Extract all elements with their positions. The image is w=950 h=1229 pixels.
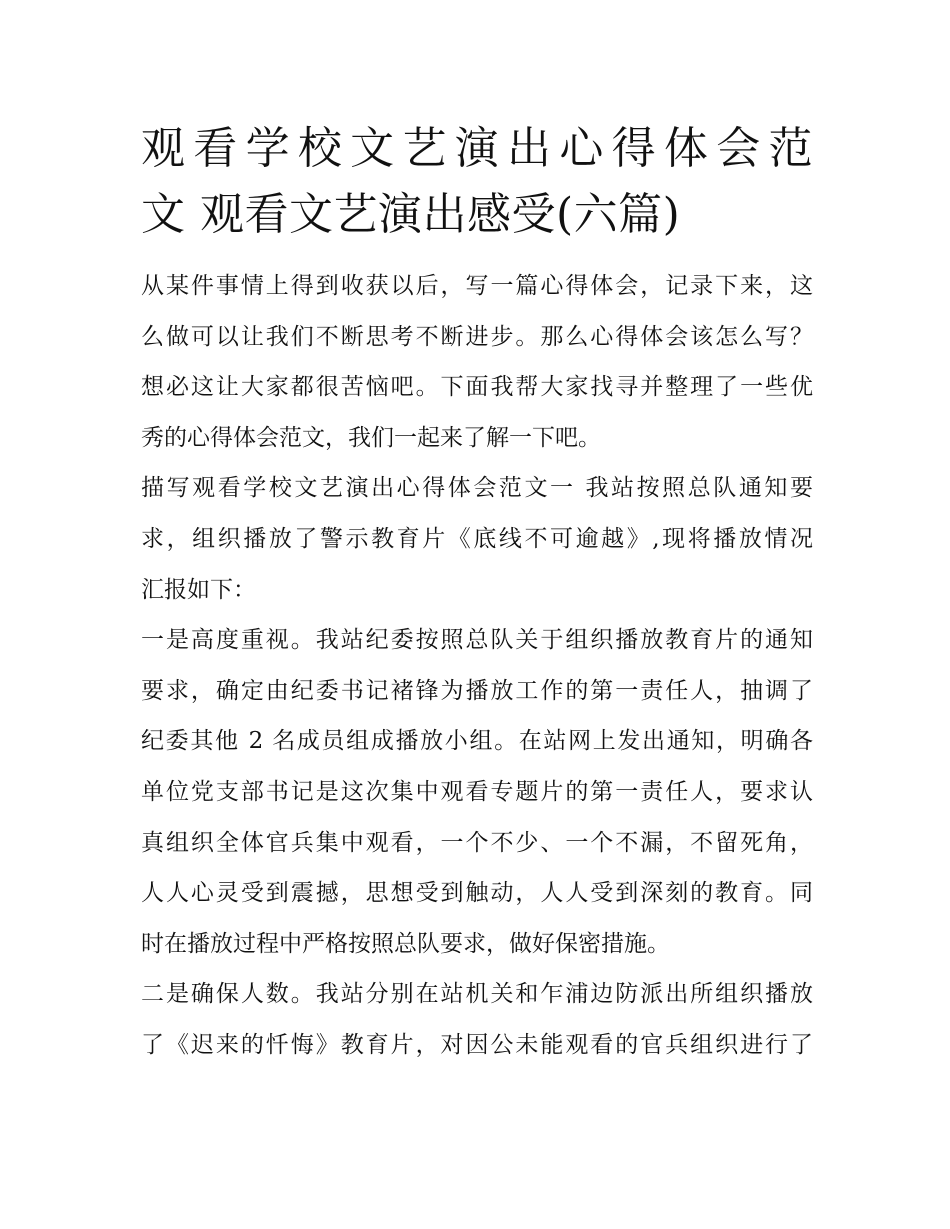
text-line: 了《迟来的忏悔》教育片，对因公未能观看的官兵组织进行了: [141, 1031, 813, 1058]
text-line: 单位党支部书记是这次集中观看专题片的第一责任人，要求认: [141, 778, 813, 805]
text-line: 一是高度重视。我站纪委按照总队关于组织播放教育片的通知: [141, 627, 813, 654]
text-line: 从某件事情上得到收获以后，写一篇心得体会，记录下来，这: [141, 273, 813, 299]
text-line: 描写观看学校文艺演出心得体会范文一 我站按照总队通知要: [141, 475, 813, 502]
text-line: 真组织全体官兵集中观看，一个不少、一个不漏，不留死角，: [141, 829, 813, 856]
text-line: 求，组织播放了警示教育片《底线不可逾越》,现将播放情况: [141, 525, 813, 552]
title-line: 观看学校文艺演出心得体会范: [141, 123, 813, 174]
paragraph-point-one: [141, 615, 813, 969]
text-line: 时在播放过程中严格按照总队要求，做好保密措施。: [141, 930, 670, 957]
title-line: 文 观看文艺演出感受(六篇): [141, 189, 681, 240]
text-line: 二是确保人数。我站分别在站机关和乍浦边防派出所组织播放: [141, 981, 813, 1008]
paragraph-intro: [141, 261, 813, 463]
document-content: [141, 116, 813, 1071]
text-line: 想必这让大家都很苦恼吧。下面我帮大家找寻并整理了一些优: [141, 374, 813, 401]
paragraph-point-two: [141, 969, 813, 1070]
text-line: 纪委其他 2 名成员组成播放小组。在站网上发出通知，明确各: [141, 728, 813, 755]
text-line: 秀的心得体会范文，我们一起来了解一下吧。: [141, 424, 601, 451]
document-body: [141, 261, 813, 1071]
paragraph-essay-one: [141, 463, 813, 615]
text-line: 要求，确定由纪委书记褚锋为播放工作的第一责任人，抽调了: [141, 677, 813, 704]
document-title: [141, 116, 813, 248]
text-line: 人人心灵受到震撼，思想受到触动，人人受到深刻的教育。同: [141, 880, 813, 907]
text-line: 汇报如下：: [141, 576, 256, 603]
text-line: 么做可以让我们不断思考不断进步。那么心得体会该怎么写？: [141, 323, 813, 350]
